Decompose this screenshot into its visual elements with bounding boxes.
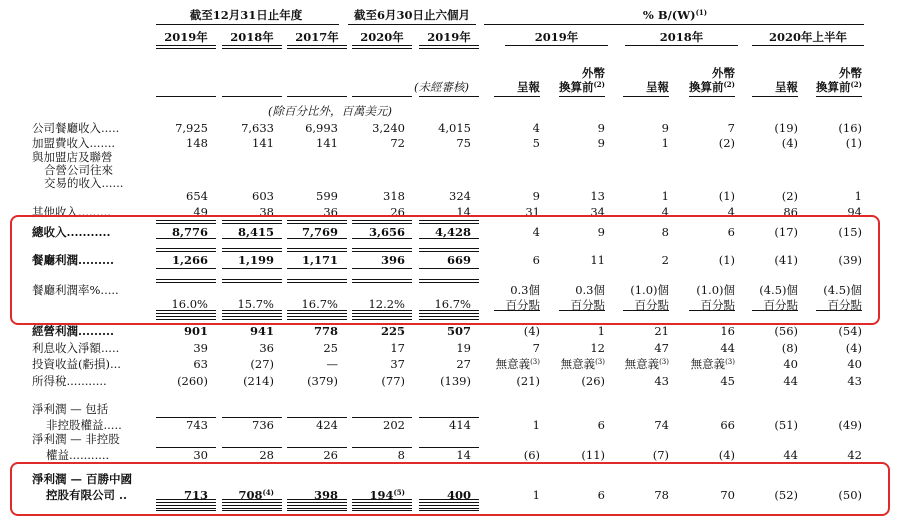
- rule-line: [752, 96, 798, 97]
- rule-line: [156, 417, 216, 418]
- rule-line: [419, 447, 479, 448]
- cell-5-3: 396: [380, 253, 405, 267]
- row-label-2-2: 交易的收入......: [44, 176, 124, 190]
- cell-13-6: 6: [597, 488, 605, 502]
- cell-11-5: 1: [532, 418, 540, 432]
- cell-7-6: 1: [597, 324, 605, 338]
- cell-10-1: (214): [243, 374, 274, 388]
- cell-1-7: 1: [661, 136, 669, 150]
- cell-10-2: (379): [307, 374, 338, 388]
- cell-11-6: 6: [597, 418, 605, 432]
- cell-12-8: (4): [718, 448, 735, 462]
- cell-0-8: 7: [727, 121, 735, 135]
- rule-line: [689, 96, 735, 97]
- cell2-6-1: 百分點: [570, 298, 605, 312]
- cell-7-10: (54): [838, 324, 862, 338]
- highlight-box: [10, 462, 890, 516]
- cell-5-10: (39): [838, 253, 862, 267]
- cell-7-5: (4): [523, 324, 540, 338]
- cell-3-2: 36: [323, 205, 338, 219]
- cell-6-1: 15.7%: [237, 297, 274, 311]
- cell-5-2: 1,171: [301, 253, 338, 267]
- cell-7-8: 16: [720, 324, 735, 338]
- rule-line: [352, 96, 412, 97]
- cell-2-4: 324: [449, 189, 471, 203]
- header-six-months: 截至6月30日止六個月: [353, 8, 470, 22]
- cell-3-10: 94: [847, 205, 862, 219]
- cell-12-10: 42: [847, 448, 862, 462]
- cell-10-8: 45: [720, 374, 735, 388]
- rule-line: [287, 96, 347, 97]
- cell-0-6: 9: [597, 121, 605, 135]
- cell-2-5: 9: [532, 189, 540, 203]
- cell-5-5: 6: [532, 253, 540, 267]
- cell-2-8: (1): [718, 189, 735, 203]
- fx-header2-1: 換算前$^{(2)}$: [559, 80, 605, 94]
- unaudited-note: (未經審核): [414, 80, 469, 94]
- cell2-6-4: 百分點: [763, 298, 798, 312]
- cell2-6-5: 百分點: [827, 298, 862, 312]
- cell-6-10: (4.5)個: [823, 283, 862, 297]
- cell-12-2: 26: [323, 448, 338, 462]
- cell2-6-2: 百分點: [634, 298, 669, 312]
- cell-4-10: (15): [838, 225, 862, 239]
- rule-line: [156, 45, 216, 49]
- cell-9-7: 無意義$^{(3)}$: [624, 357, 669, 371]
- cell-8-4: 19: [456, 341, 471, 355]
- rule-line: [419, 96, 479, 97]
- cell-7-0: 901: [183, 324, 208, 338]
- cell-2-2: 599: [316, 189, 338, 203]
- cell-3-3: 26: [390, 205, 405, 219]
- cell-1-3: 72: [390, 136, 405, 150]
- row-label-3-0: 其他收入.........: [32, 205, 111, 219]
- row-label-9-0: 投資收益(虧損)...: [32, 357, 121, 371]
- year-col-1: 2018年: [230, 30, 274, 44]
- year-col-2: 2017年: [295, 30, 339, 44]
- cell-13-8: 70: [720, 488, 735, 502]
- cell-13-9: (52): [774, 488, 798, 502]
- cell-10-9: 44: [783, 374, 798, 388]
- rule-line: [352, 417, 412, 418]
- cell-9-0: 63: [193, 357, 208, 371]
- rule-line: [156, 96, 216, 97]
- rule-line: [623, 96, 669, 97]
- cell-5-9: (41): [774, 253, 798, 267]
- cell-1-6: 9: [597, 136, 605, 150]
- cell-4-6: 9: [597, 225, 605, 239]
- cell-3-9: 86: [783, 205, 798, 219]
- year-col-0: 2019年: [164, 30, 208, 44]
- reported-header-0: 呈報: [517, 80, 540, 94]
- cell-2-10: 1: [854, 189, 862, 203]
- row-label-6-0: 餐廳利潤率%.....: [32, 283, 119, 297]
- cell-1-2: 141: [316, 136, 338, 150]
- row-label-10-0: 所得稅...........: [32, 374, 107, 388]
- cell2-6-0: 百分點: [505, 298, 540, 312]
- cell-9-3: 37: [390, 357, 405, 371]
- cell-8-5: 7: [532, 341, 540, 355]
- rule-line: [156, 447, 216, 448]
- row-label-13-1: 控股有限公司 ..: [46, 488, 128, 502]
- cell-8-3: 17: [390, 341, 405, 355]
- cell-8-2: 25: [323, 341, 338, 355]
- cell-2-7: 1: [661, 189, 669, 203]
- cell-11-4: 414: [449, 418, 471, 432]
- cell-6-6: 0.3個: [575, 283, 605, 297]
- cell-3-6: 34: [590, 205, 605, 219]
- cell-3-7: 4: [661, 205, 669, 219]
- cell-13-7: 78: [654, 488, 669, 502]
- rule-line: [348, 24, 476, 25]
- cell-6-8: (1.0)個: [696, 283, 735, 297]
- highlight-box: [10, 215, 880, 325]
- cell-12-5: (6): [523, 448, 540, 462]
- cell-8-1: 36: [259, 341, 274, 355]
- cell-4-2: 7,769: [301, 225, 338, 239]
- cell-7-2: 778: [313, 324, 338, 338]
- reported-header-2: 呈報: [646, 80, 669, 94]
- header-pct: % $B/(W)^{(1)}$: [642, 8, 708, 22]
- cell-5-8: (1): [718, 253, 735, 267]
- cell-8-0: 39: [193, 341, 208, 355]
- cell-11-10: (49): [838, 418, 862, 432]
- fx-header-3: 外幣: [712, 66, 735, 80]
- cell-0-0: 7,925: [175, 121, 208, 135]
- cell-8-10: (4): [845, 341, 862, 355]
- row-label-13-0: 淨利潤 — 百勝中國: [32, 472, 133, 486]
- year-col-3: 2020年: [360, 30, 404, 44]
- fx-header-5: 外幣: [839, 66, 862, 80]
- row-label-8-0: 利息收入淨額.....: [32, 341, 120, 355]
- rule-line: [752, 45, 864, 46]
- cell-1-9: (4): [781, 136, 798, 150]
- rule-line: [287, 417, 347, 418]
- cell-1-1: 141: [252, 136, 274, 150]
- cell-10-6: (26): [581, 374, 605, 388]
- cell-13-5: 1: [532, 488, 540, 502]
- cell-7-3: 225: [380, 324, 405, 338]
- cell-8-8: 44: [720, 341, 735, 355]
- row-label-2-0: 與加盟店及聯營: [32, 150, 113, 164]
- rule-line: [816, 96, 862, 97]
- cell-3-4: 14: [456, 205, 471, 219]
- cell-7-1: 941: [249, 324, 274, 338]
- cell-4-9: (17): [774, 225, 798, 239]
- cell-1-10: (1): [845, 136, 862, 150]
- reported-header-4: 呈報: [775, 80, 798, 94]
- pct-period-2: 2020年上半年: [768, 30, 847, 44]
- cell-9-8: 無意義$^{(3)}$: [690, 357, 735, 371]
- cell-3-0: 49: [193, 205, 208, 219]
- cell-2-9: (2): [781, 189, 798, 203]
- cell-1-0: 148: [186, 136, 208, 150]
- row-label-11-0: 淨利潤 — 包括: [32, 402, 109, 416]
- cell-1-5: 5: [532, 136, 540, 150]
- cell-6-7: (1.0)個: [630, 283, 669, 297]
- cell-10-4: (139): [440, 374, 471, 388]
- pct-period-1: 2018年: [659, 30, 704, 44]
- cell-11-9: (51): [774, 418, 798, 432]
- cell-4-4: 4,428: [434, 225, 471, 239]
- rule-line: [625, 45, 738, 46]
- rule-line: [222, 447, 282, 448]
- cell-8-9: (8): [781, 341, 798, 355]
- rule-line: [287, 447, 347, 448]
- cell-11-0: 743: [186, 418, 208, 432]
- row-label-4-0: 總收入...........: [32, 225, 111, 239]
- rule-line: [484, 24, 864, 25]
- row-label-11-1: 非控股權益.....: [46, 418, 122, 432]
- pct-period-0: 2019年: [534, 30, 579, 44]
- cell-9-6: 無意義$^{(3)}$: [560, 357, 605, 371]
- cell-2-1: 603: [252, 189, 274, 203]
- cell-12-0: 30: [193, 448, 208, 462]
- cell-1-4: 75: [456, 136, 471, 150]
- cell-0-10: (16): [838, 121, 862, 135]
- cell-0-4: 4,015: [438, 121, 471, 135]
- cell-11-7: 74: [654, 418, 669, 432]
- row-label-7-0: 經營利潤.........: [32, 324, 115, 338]
- cell-0-9: (19): [774, 121, 798, 135]
- cell-0-2: 6,993: [305, 121, 338, 135]
- fx-header-1: 外幣: [582, 66, 605, 80]
- cell-7-7: 21: [654, 324, 669, 338]
- row-label-5-0: 餐廳利潤.........: [32, 253, 115, 267]
- cell-12-4: 14: [456, 448, 471, 462]
- rule-line: [222, 45, 282, 49]
- cell-6-4: 16.7%: [434, 297, 471, 311]
- cell-13-0: 713: [183, 488, 208, 502]
- cell-4-3: 3,656: [368, 225, 405, 239]
- row-label-2-1: 合營公司往來: [44, 163, 113, 177]
- cell-4-0: 8,776: [171, 225, 208, 239]
- cell-6-0: 16.0%: [171, 297, 208, 311]
- rule-line: [559, 96, 605, 97]
- rule-line: [505, 45, 608, 46]
- cell-9-2: —: [326, 357, 338, 371]
- cell-5-4: 669: [446, 253, 471, 267]
- cell-2-6: 13: [590, 189, 605, 203]
- cell-3-8: 4: [727, 205, 735, 219]
- rule-line: [287, 45, 347, 49]
- rule-line: [222, 96, 282, 97]
- cell-10-5: (21): [516, 374, 540, 388]
- rule-line: [352, 447, 412, 448]
- cell-1-8: (2): [718, 136, 735, 150]
- cell-5-0: 1,266: [171, 253, 208, 267]
- cell-0-3: 3,240: [372, 121, 405, 135]
- cell-2-0: 654: [186, 189, 208, 203]
- cell-6-9: (4.5)個: [759, 283, 798, 297]
- cell-10-7: 43: [654, 374, 669, 388]
- cell-12-1: 28: [259, 448, 274, 462]
- year-col-4: 2019年: [427, 30, 471, 44]
- rule-line: [352, 45, 412, 49]
- cell-11-3: 202: [383, 418, 405, 432]
- cell-9-5: 無意義$^{(3)}$: [495, 357, 540, 371]
- cell-13-4: 400: [446, 488, 471, 502]
- cell-4-8: 6: [727, 225, 735, 239]
- cell-11-1: 736: [252, 418, 274, 432]
- row-label-0-0: 公司餐廳收入.....: [32, 121, 120, 135]
- cell-7-9: (56): [774, 324, 798, 338]
- cell-0-5: 4: [532, 121, 540, 135]
- cell-11-2: 424: [316, 418, 338, 432]
- units-note: (除百分比外，百萬美元): [268, 104, 392, 118]
- cell-13-3: 194$^{(5)}$: [369, 488, 405, 502]
- rule-line: [419, 417, 479, 418]
- cell-5-6: 11: [590, 253, 605, 267]
- cell-12-6: (11): [581, 448, 605, 462]
- cell-12-7: (7): [652, 448, 669, 462]
- cell-4-7: 8: [661, 225, 669, 239]
- cell-6-5: 0.3個: [510, 283, 540, 297]
- cell-12-9: 44: [783, 448, 798, 462]
- fx-header2-5: 換算前$^{(2)}$: [816, 80, 862, 94]
- cell-13-2: 398: [313, 488, 338, 502]
- cell-9-10: 40: [847, 357, 862, 371]
- row-label-12-0: 淨利潤 — 非控股: [32, 432, 120, 446]
- cell-13-10: (50): [838, 488, 862, 502]
- cell-0-1: 7,633: [241, 121, 274, 135]
- header-fiscal-year: 截至12月31日止年度: [189, 8, 303, 22]
- cell-0-7: 9: [661, 121, 669, 135]
- cell-4-5: 4: [532, 225, 540, 239]
- rule-line: [156, 24, 339, 25]
- cell-13-1: 708$^{(4)}$: [238, 488, 274, 502]
- rule-line: [419, 45, 479, 49]
- cell-9-1: (27): [250, 357, 274, 371]
- cell-10-10: 43: [847, 374, 862, 388]
- cell-2-3: 318: [383, 189, 405, 203]
- row-label-12-1: 權益...........: [46, 448, 110, 462]
- cell-5-7: 2: [661, 253, 669, 267]
- cell-8-6: 12: [590, 341, 605, 355]
- cell-7-4: 507: [446, 324, 471, 338]
- rule-line: [494, 96, 540, 97]
- fx-header2-3: 換算前$^{(2)}$: [689, 80, 735, 94]
- rule-line: [222, 417, 282, 418]
- row-label-1-0: 加盟費收入.......: [32, 136, 116, 150]
- cell-3-1: 38: [259, 205, 274, 219]
- cell-4-1: 8,415: [237, 225, 274, 239]
- cell-6-3: 12.2%: [368, 297, 405, 311]
- cell-3-5: 31: [525, 205, 540, 219]
- cell-10-3: (77): [381, 374, 405, 388]
- cell-12-3: 8: [397, 448, 405, 462]
- cell-9-9: 40: [783, 357, 798, 371]
- cell-9-4: 27: [456, 357, 471, 371]
- cell-10-0: (260): [177, 374, 208, 388]
- cell-11-8: 66: [720, 418, 735, 432]
- cell-8-7: 47: [654, 341, 669, 355]
- cell-5-1: 1,199: [237, 253, 274, 267]
- cell2-6-3: 百分點: [700, 298, 735, 312]
- cell-6-2: 16.7%: [301, 297, 338, 311]
